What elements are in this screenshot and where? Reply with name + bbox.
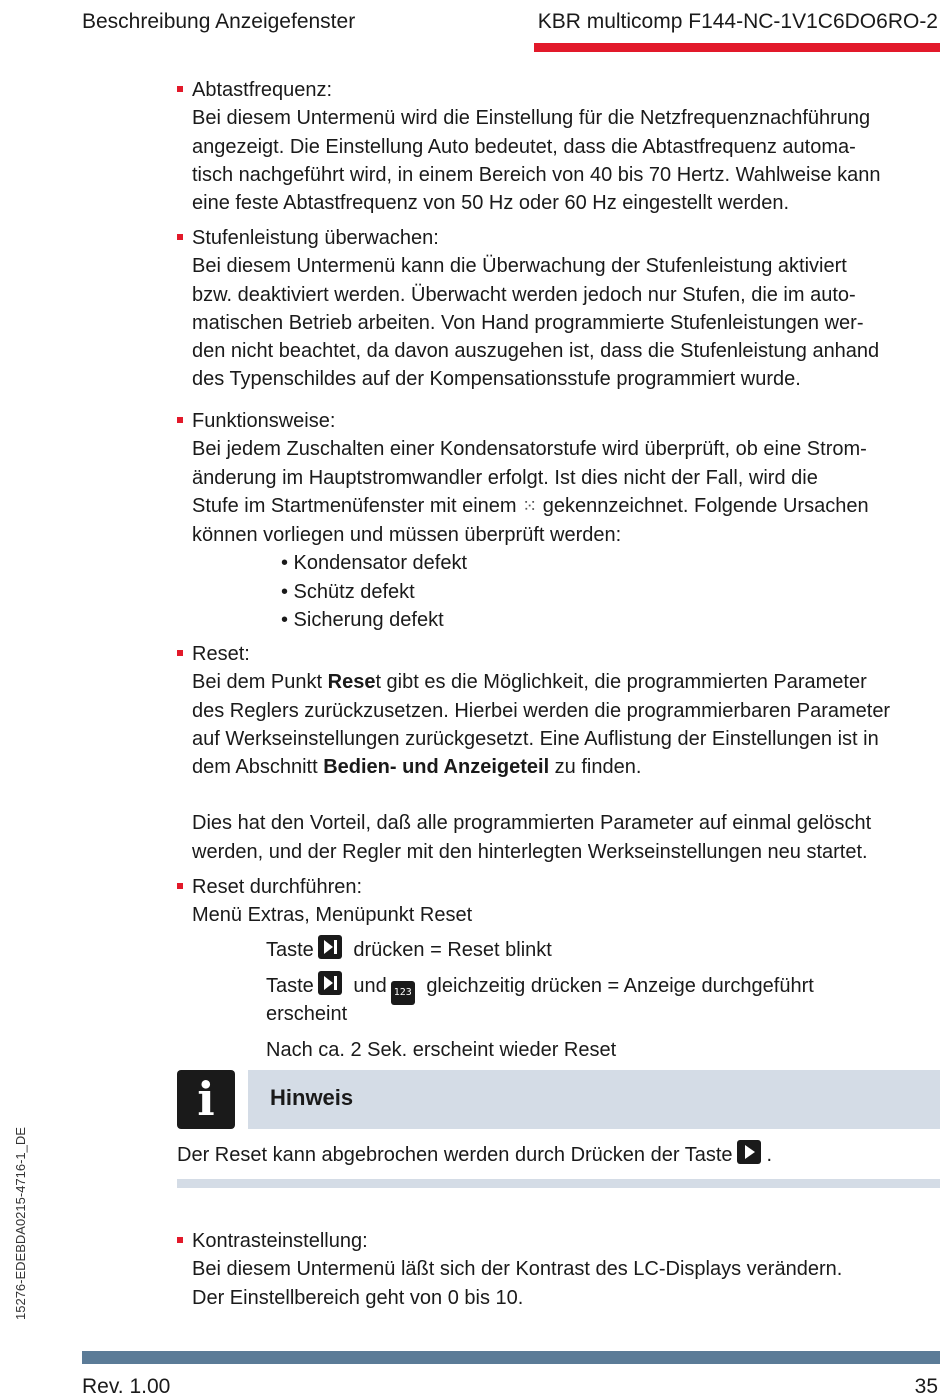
paragraph-line: änderung im Hauptstromwandler erfolgt. Ist dies nicht der Fall, wird die [192, 466, 818, 489]
revision-label: Rev. 1.00 [82, 1375, 171, 1398]
paragraph-line: Der Einstellbereich geht von 0 bis 10. [192, 1286, 524, 1309]
paragraph-line: tisch nachgeführt wird, in einem Bereich von 40 bis 70 Hertz. Wahlweise kann [192, 163, 881, 186]
section-stufenleistung [177, 224, 940, 394]
header-product-title: KBR multicomp F144-NC-1V1C6DO6RO-2 [537, 10, 938, 33]
paragraph-line: Bei diesem Untermenü läßt sich der Kontrast des LC-Displays verändern. [192, 1258, 843, 1281]
section-funktionsweise [177, 407, 940, 634]
paragraph-line [192, 753, 940, 781]
reset-step-3: Nach ca. 2 Sek. erscheint wieder Reset [266, 1039, 617, 1061]
cause-item: • Kondensator defekt [281, 552, 468, 575]
text-span: gleichzeitig drücken = Anzeige durchgeführt [426, 975, 814, 997]
cause-item: • Sicherung defekt [281, 609, 444, 632]
text-span: Der Reset kann abgebrochen werden durch Drücken der Taste [177, 1144, 733, 1166]
hint-bottom-rule [177, 1179, 940, 1188]
reset-step-1 [266, 935, 926, 964]
paragraph-line: auf Werkseinstellungen zurückgesetzt. Eine Auflistung der Einstellungen ist in [192, 727, 879, 750]
bold-text: Bedien- und Anzeigeteil [323, 756, 550, 779]
reset-step-2-cont: erscheint [266, 1003, 348, 1025]
text-span: Taste [266, 939, 314, 961]
paragraph-line: des Reglers zurückzusetzen. Hierbei werden die programmierbaren Parameter [192, 699, 891, 722]
footer-bar [82, 1351, 940, 1364]
paragraph-line: können vorliegen und müssen überprüft werden: [192, 524, 622, 547]
page-number: 35 [914, 1375, 938, 1398]
paragraph-line: werden, und der Regler mit den hinterlegten Werkseinstellungen neu startet. [192, 840, 868, 863]
section-reset-durchfuehren [177, 873, 940, 930]
section-kontrast [177, 1227, 940, 1312]
text-span: gekennzeichnet. Folgende Ursachen [542, 494, 869, 517]
text-span: zu finden. [549, 756, 642, 779]
bullet-title: Reset: [177, 640, 940, 668]
paragraph-line: den nicht beachtet, da davon auszugehen ist, dass die Stufenleistung anhand [192, 340, 880, 363]
paragraph-line: Menü Extras, Menüpunkt Reset [192, 904, 473, 927]
paragraph-line: Bei diesem Untermenü wird die Einstellung für die Netzfrequenznachführung [192, 107, 871, 130]
bold-text: Rese [327, 671, 376, 694]
failed-step-x-icon: ⁙ [522, 495, 538, 517]
paragraph-line: Bei diesem Untermenü kann die Überwachung der Stufenleistung aktiviert [192, 255, 847, 278]
header-section-title: Beschreibung Anzeigefenster [82, 10, 356, 33]
paragraph-line [192, 492, 940, 521]
text-span: . [766, 1144, 773, 1166]
paragraph-line [192, 668, 940, 696]
text-span: Bei dem Punkt [192, 671, 328, 694]
section-abtastfrequenz [177, 76, 940, 217]
text-span: und [353, 975, 387, 997]
paragraph-line: bzw. deaktiviert werden. Überwacht werden jedoch nur Stufen, die im auto- [192, 283, 856, 306]
paragraph-line: des Typenschildes auf der Kompensationsstufe programmiert wurde. [192, 368, 801, 391]
next-key-icon [318, 971, 342, 995]
bullet-title: Reset durchführen: [177, 873, 940, 901]
paragraph-line: Dies hat den Vorteil, daß alle programmierten Parameter auf einmal gelöscht [192, 812, 872, 835]
hint-text [177, 1140, 772, 1169]
paragraph-line: eine feste Abtastfrequenz von 50 Hz oder 60 Hz eingestellt werden. [192, 192, 790, 215]
text-span: dem Abschnitt [192, 756, 324, 779]
number-key-icon: 123 [391, 981, 415, 1005]
bullet-title: Kontrasteinstellung: [177, 1227, 940, 1255]
document-code: 15276-EDEBDA0215-4716-1_DE [13, 1127, 28, 1320]
text-span: Stufe im Startmenüfenster mit einem [192, 494, 517, 517]
bullet-title: Abtastfrequenz: [177, 76, 940, 104]
play-key-icon [737, 1140, 761, 1164]
hint-label: Hinweis [270, 1085, 354, 1110]
text-span: Taste [266, 975, 314, 997]
paragraph-line: matischen Betrieb arbeiten. Von Hand programmierte Stufenleistungen wer- [192, 311, 864, 334]
bullet-title: Stufenleistung überwachen: [177, 224, 940, 252]
text-span: t gibt es die Möglichkeit, die programmierten Parameter [375, 671, 867, 694]
section-reset [177, 640, 940, 866]
paragraph-line: Bei jedem Zuschalten einer Kondensatorstufe wird überprüft, ob eine Strom- [192, 438, 867, 461]
cause-item: • Schütz defekt [281, 580, 415, 603]
bullet-title: Funktionsweise: [177, 407, 940, 435]
text-span: drücken = Reset blinkt [353, 939, 552, 961]
info-icon: i [177, 1070, 235, 1129]
paragraph-line: angezeigt. Die Einstellung Auto bedeutet, dass die Abtastfrequenz automa- [192, 135, 856, 158]
next-key-icon [318, 935, 342, 959]
header-accent-bar [534, 43, 940, 52]
